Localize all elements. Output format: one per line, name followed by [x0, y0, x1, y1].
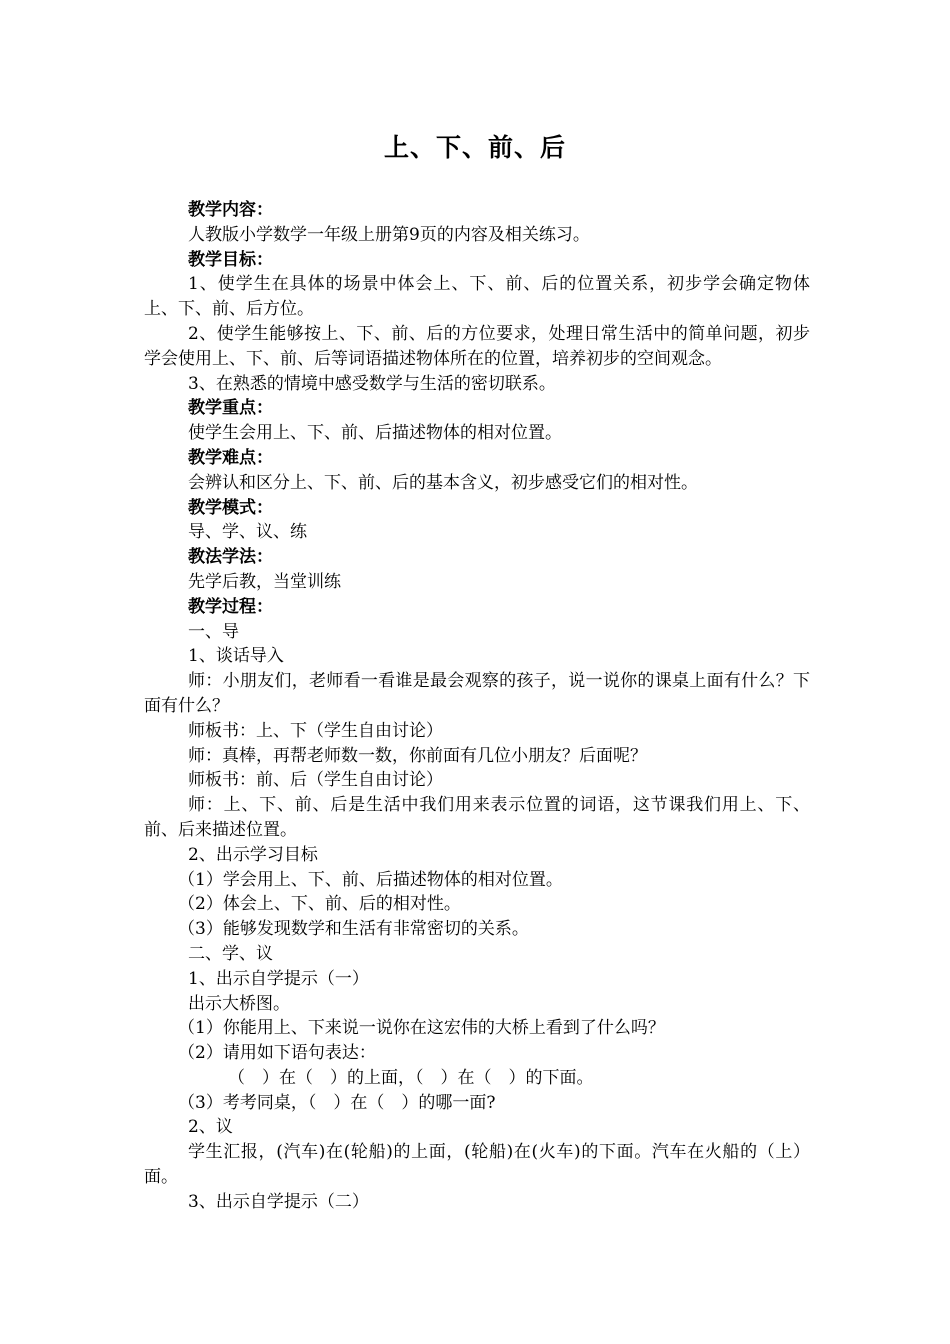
paragraph: 人教版小学数学一年级上册第9页的内容及相关练习。	[188, 224, 590, 245]
question-item: （2）请用如下语句表达：	[178, 1043, 376, 1064]
goal-item: 3、在熟悉的情境中感受数学与生活的密切联系。	[188, 373, 556, 394]
paragraph: 师：上、下、前、后是生活中我们用来表示位置的词语，这节课我们用上、下、前、后来描述位置。	[144, 795, 810, 840]
heading-key-points: 教学重点：	[188, 398, 273, 419]
paragraph: 出示大桥图。	[188, 993, 290, 1014]
paragraph: 先学后教，当堂训练	[188, 571, 341, 592]
objective-item: （3）能够发现数学和生活有非常密切的关系。	[178, 919, 529, 940]
heading-difficulties: 教学难点：	[188, 447, 273, 468]
question-item: （1）你能用上、下来说一说你在这宏伟的大桥上看到了什么吗？	[178, 1018, 665, 1039]
subsection-heading: 1、谈话导入	[188, 646, 284, 667]
subsection-heading: 3、出示自学提示（二）	[188, 1191, 369, 1212]
sentence-template: （ ）在（ ）的上面，（ ）在（ ）的下面。	[228, 1067, 594, 1088]
heading-teaching-mode: 教学模式：	[188, 497, 273, 518]
paragraph: 会辨认和区分上、下、前、后的基本含义，初步感受它们的相对性。	[188, 472, 698, 493]
paragraph: 导、学、议、练	[188, 522, 307, 543]
paragraph: 师：真棒，再帮老师数一数，你前面有几位小朋友？后面呢？	[188, 745, 647, 766]
subsection-heading: 1、出示自学提示（一）	[188, 968, 369, 989]
subsection-heading: 2、议	[188, 1117, 233, 1138]
paragraph: 师：小朋友们，老师看一看谁是最会观察的孩子，说一说你的课桌上面有什么？下面有什么？	[144, 671, 810, 716]
section-heading: 二、学、议	[188, 943, 273, 964]
goal-item: 2、使学生能够按上、下、前、后的方位要求，处理日常生活中的简单问题，初步学会使用上、下、前、后等词语描述物体所在的位置，培养初步的空间观念。	[144, 323, 810, 369]
heading-teaching-method: 教法学法：	[188, 547, 273, 568]
paragraph: 学生汇报，(汽车)在(轮船)的上面，(轮船)在(火车)的下面。汽车在火船的（上）面。	[144, 1142, 810, 1188]
document-body	[144, 198, 810, 1215]
paragraph: 使学生会用上、下、前、后描述物体的相对位置。	[188, 423, 562, 444]
objective-item: （2）体会上、下、前、后的相对性。	[178, 894, 461, 915]
heading-teaching-goals: 教学目标：	[188, 249, 273, 270]
subsection-heading: 2、出示学习目标	[188, 844, 318, 865]
heading-teaching-content: 教学内容：	[188, 200, 273, 220]
section-heading: 一、导	[188, 621, 239, 642]
objective-item: （1）学会用上、下、前、后描述物体的相对位置。	[178, 869, 563, 890]
paragraph: 师板书：上、下（学生自由讨论）	[188, 720, 443, 741]
question-item: （3）考考同桌，（ ）在（ ）的哪一面?	[178, 1092, 496, 1113]
goal-item: 1、使学生在具体的场景中体会上、下、前、后的位置关系，初步学会确定物体上、下、前、后方位。	[144, 274, 810, 320]
paragraph: 师板书：前、后（学生自由讨论）	[188, 770, 443, 791]
page-title: 上、下、前、后	[383, 133, 566, 162]
heading-teaching-process: 教学过程：	[188, 596, 273, 617]
